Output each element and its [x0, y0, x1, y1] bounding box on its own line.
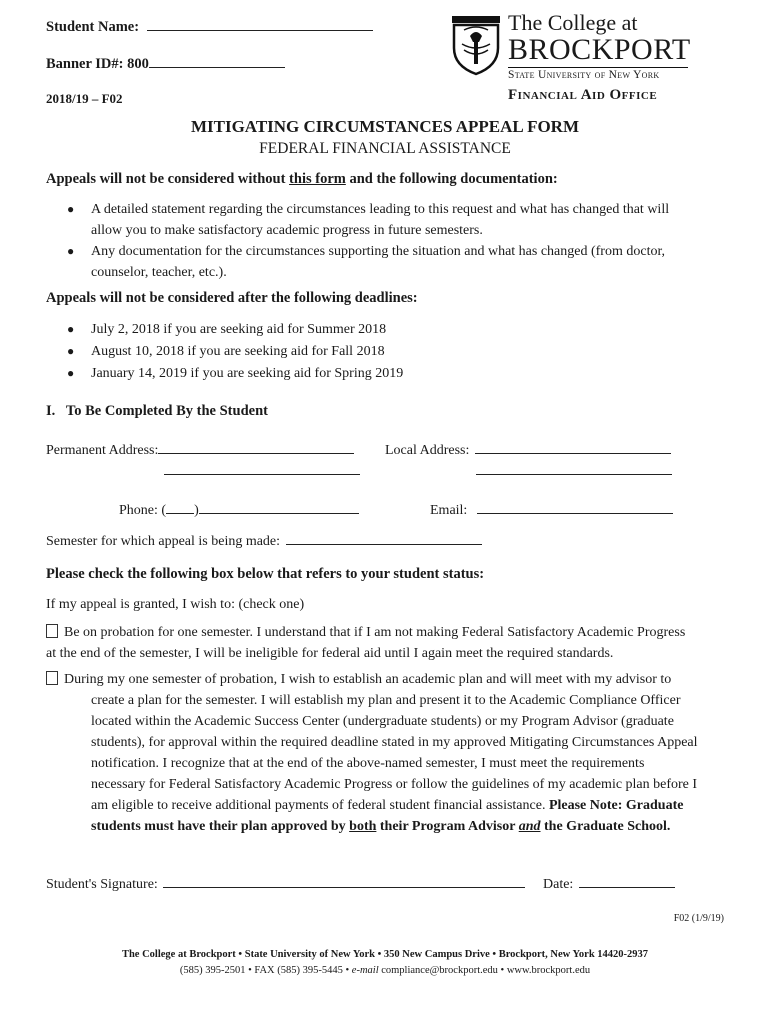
footer-contact [0, 965, 770, 976]
semester-row [46, 531, 482, 552]
banner-id-row [46, 55, 285, 73]
checkbox-icon[interactable] [46, 671, 58, 685]
documentation-heading [46, 171, 558, 188]
option2-final-post: the Graduate School. [540, 819, 671, 834]
option2-final-and: and [518, 819, 541, 834]
phone-number-field[interactable] [199, 501, 359, 514]
doc-bullet1-line1: A detailed statement regarding the circumstances leading to this request and what has changed that will [91, 202, 670, 217]
footer-contact-pre: (585) 395-2501 • FAX (585) 395-5445 • [179, 965, 352, 976]
phone-paren: ) [194, 503, 199, 518]
bullet-dot-icon: ● [67, 322, 75, 336]
list-item: August 10, 2018 if you are seeking aid for Fall 2018 [91, 344, 385, 359]
signature-row [46, 874, 525, 895]
logo-line3: State University of New York [508, 67, 688, 82]
option-academic-plan [46, 669, 746, 837]
documentation-heading-post: and the following documentation: [345, 171, 558, 187]
option2-please-note: Please Note: Graduate [548, 798, 684, 813]
option2-final-pre: students must have their plan approved by [91, 819, 350, 834]
option2-line8 [46, 816, 746, 837]
page-title: MITIGATING CIRCUMSTANCES APPEAL FORM [190, 117, 580, 136]
signature-field[interactable] [163, 875, 525, 888]
permanent-address-row [46, 440, 354, 461]
logo-line2: BROCKPORT [508, 33, 691, 66]
doc-bullet2-line2: counselor, teacher, etc.). [91, 265, 227, 280]
bullet-dot-icon: ● [67, 244, 75, 258]
form-year-code: 2018/19 – F02 [46, 91, 123, 106]
option2-final-mid: their Program Advisor [376, 819, 519, 834]
torch-shield-icon [450, 14, 502, 76]
option2-final-both: both [349, 819, 377, 834]
local-address-field[interactable] [475, 441, 671, 454]
bullet-dot-icon: ● [67, 366, 75, 380]
documentation-heading-underlined: this form [289, 171, 346, 187]
option2-line7-text: am eligible to receive additional payments of federal student financial assistance. [91, 798, 549, 813]
option2-line5: notification. I recognize that at the end of the above-named semester, I must meet the requirements [91, 756, 645, 771]
footer-contact-post: compliance@brockport.edu • www.brockport.edu [378, 965, 591, 976]
email-field[interactable] [477, 501, 673, 514]
date-row [543, 874, 675, 895]
permanent-address-field[interactable] [158, 441, 354, 454]
phone-row [119, 500, 359, 521]
option2-line4: students), for approval within the required deadline stated in my approved Mitigating Circumstances Appeal [91, 735, 698, 750]
section-heading: I. To Be Completed By the Student [46, 403, 268, 419]
logo-text [508, 12, 691, 103]
option1-line2: at the end of the semester, I will be ineligible for federal aid until I again meet the required standards. [46, 646, 614, 661]
option-probation [46, 622, 746, 664]
option1-line1: Be on probation for one semester. I understand that if I am not making Federal Satisfactory Academic Progress [64, 625, 686, 640]
banner-id-label: Banner ID#: 800 [46, 56, 149, 72]
logo-line1: The College at [508, 10, 638, 35]
local-address-field-line2[interactable] [476, 474, 672, 475]
footer-email-label: e-mail [351, 965, 379, 976]
doc-bullet1-line2: allow you to make satisfactory academic progress in future semesters. [91, 223, 483, 238]
list-item [91, 199, 669, 241]
student-name-row [46, 18, 373, 36]
doc-bullet2-line1: Any documentation for the circumstances supporting the situation and what has changed (from doctor, [91, 244, 666, 259]
deadlines-heading: Appeals will not be considered after the following deadlines: [46, 290, 418, 306]
status-heading: Please check the following box below that refers to your student status: [46, 566, 485, 582]
signature-label: Student's Signature: [46, 877, 158, 892]
permanent-address-field-line2[interactable] [164, 474, 360, 475]
email-row [430, 500, 673, 521]
list-item: January 14, 2019 if you are seeking aid for Spring 2019 [91, 366, 404, 381]
status-intro: If my appeal is granted, I wish to: (check one) [46, 597, 305, 612]
option2-line2: create a plan for the semester. I will establish my plan and present it to the Academic Compliance Officer [91, 693, 681, 708]
documentation-heading-pre: Appeals will not be considered without [46, 171, 290, 187]
local-address-row [385, 440, 671, 461]
option2-line1: During my one semester of probation, I wish to establish an academic plan and will meet with my advisor to [64, 672, 672, 687]
list-item: July 2, 2018 if you are seeking aid for Summer 2018 [91, 322, 387, 337]
semester-label: Semester for which appeal is being made: [46, 534, 281, 549]
footer-address: The College at Brockport • State University of New York • 350 New Campus Drive • Brockport, New York 14420-2937 [121, 949, 649, 960]
permanent-address-label: Permanent Address: [46, 443, 159, 458]
bullet-dot-icon: ● [67, 202, 75, 216]
option2-line7 [46, 795, 746, 816]
page-subtitle: FEDERAL FINANCIAL ASSISTANCE [259, 140, 511, 157]
phone-area-code-field[interactable] [166, 501, 194, 514]
form-code: F02 (1/9/19) [673, 913, 724, 924]
date-field[interactable] [579, 875, 675, 888]
banner-id-field[interactable] [149, 55, 285, 68]
logo-line4: Financial Aid Office [508, 86, 658, 103]
phone-label: Phone: ( [119, 503, 167, 518]
checkbox-icon[interactable] [46, 624, 58, 638]
email-label: Email: [430, 503, 468, 518]
local-address-label: Local Address: [385, 443, 470, 458]
student-name-label: Student Name: [46, 19, 140, 35]
student-name-field[interactable] [147, 18, 373, 31]
bullet-dot-icon: ● [67, 344, 75, 358]
list-item [91, 241, 665, 283]
option2-line6: necessary for Federal Satisfactory Academic Progress or follow the guidelines of my academic plan before I [91, 777, 698, 792]
date-label: Date: [543, 877, 574, 892]
semester-field[interactable] [286, 532, 482, 545]
option2-line3: located within the Academic Success Center (undergraduate students) or my Program Advisor (graduate [91, 714, 674, 729]
